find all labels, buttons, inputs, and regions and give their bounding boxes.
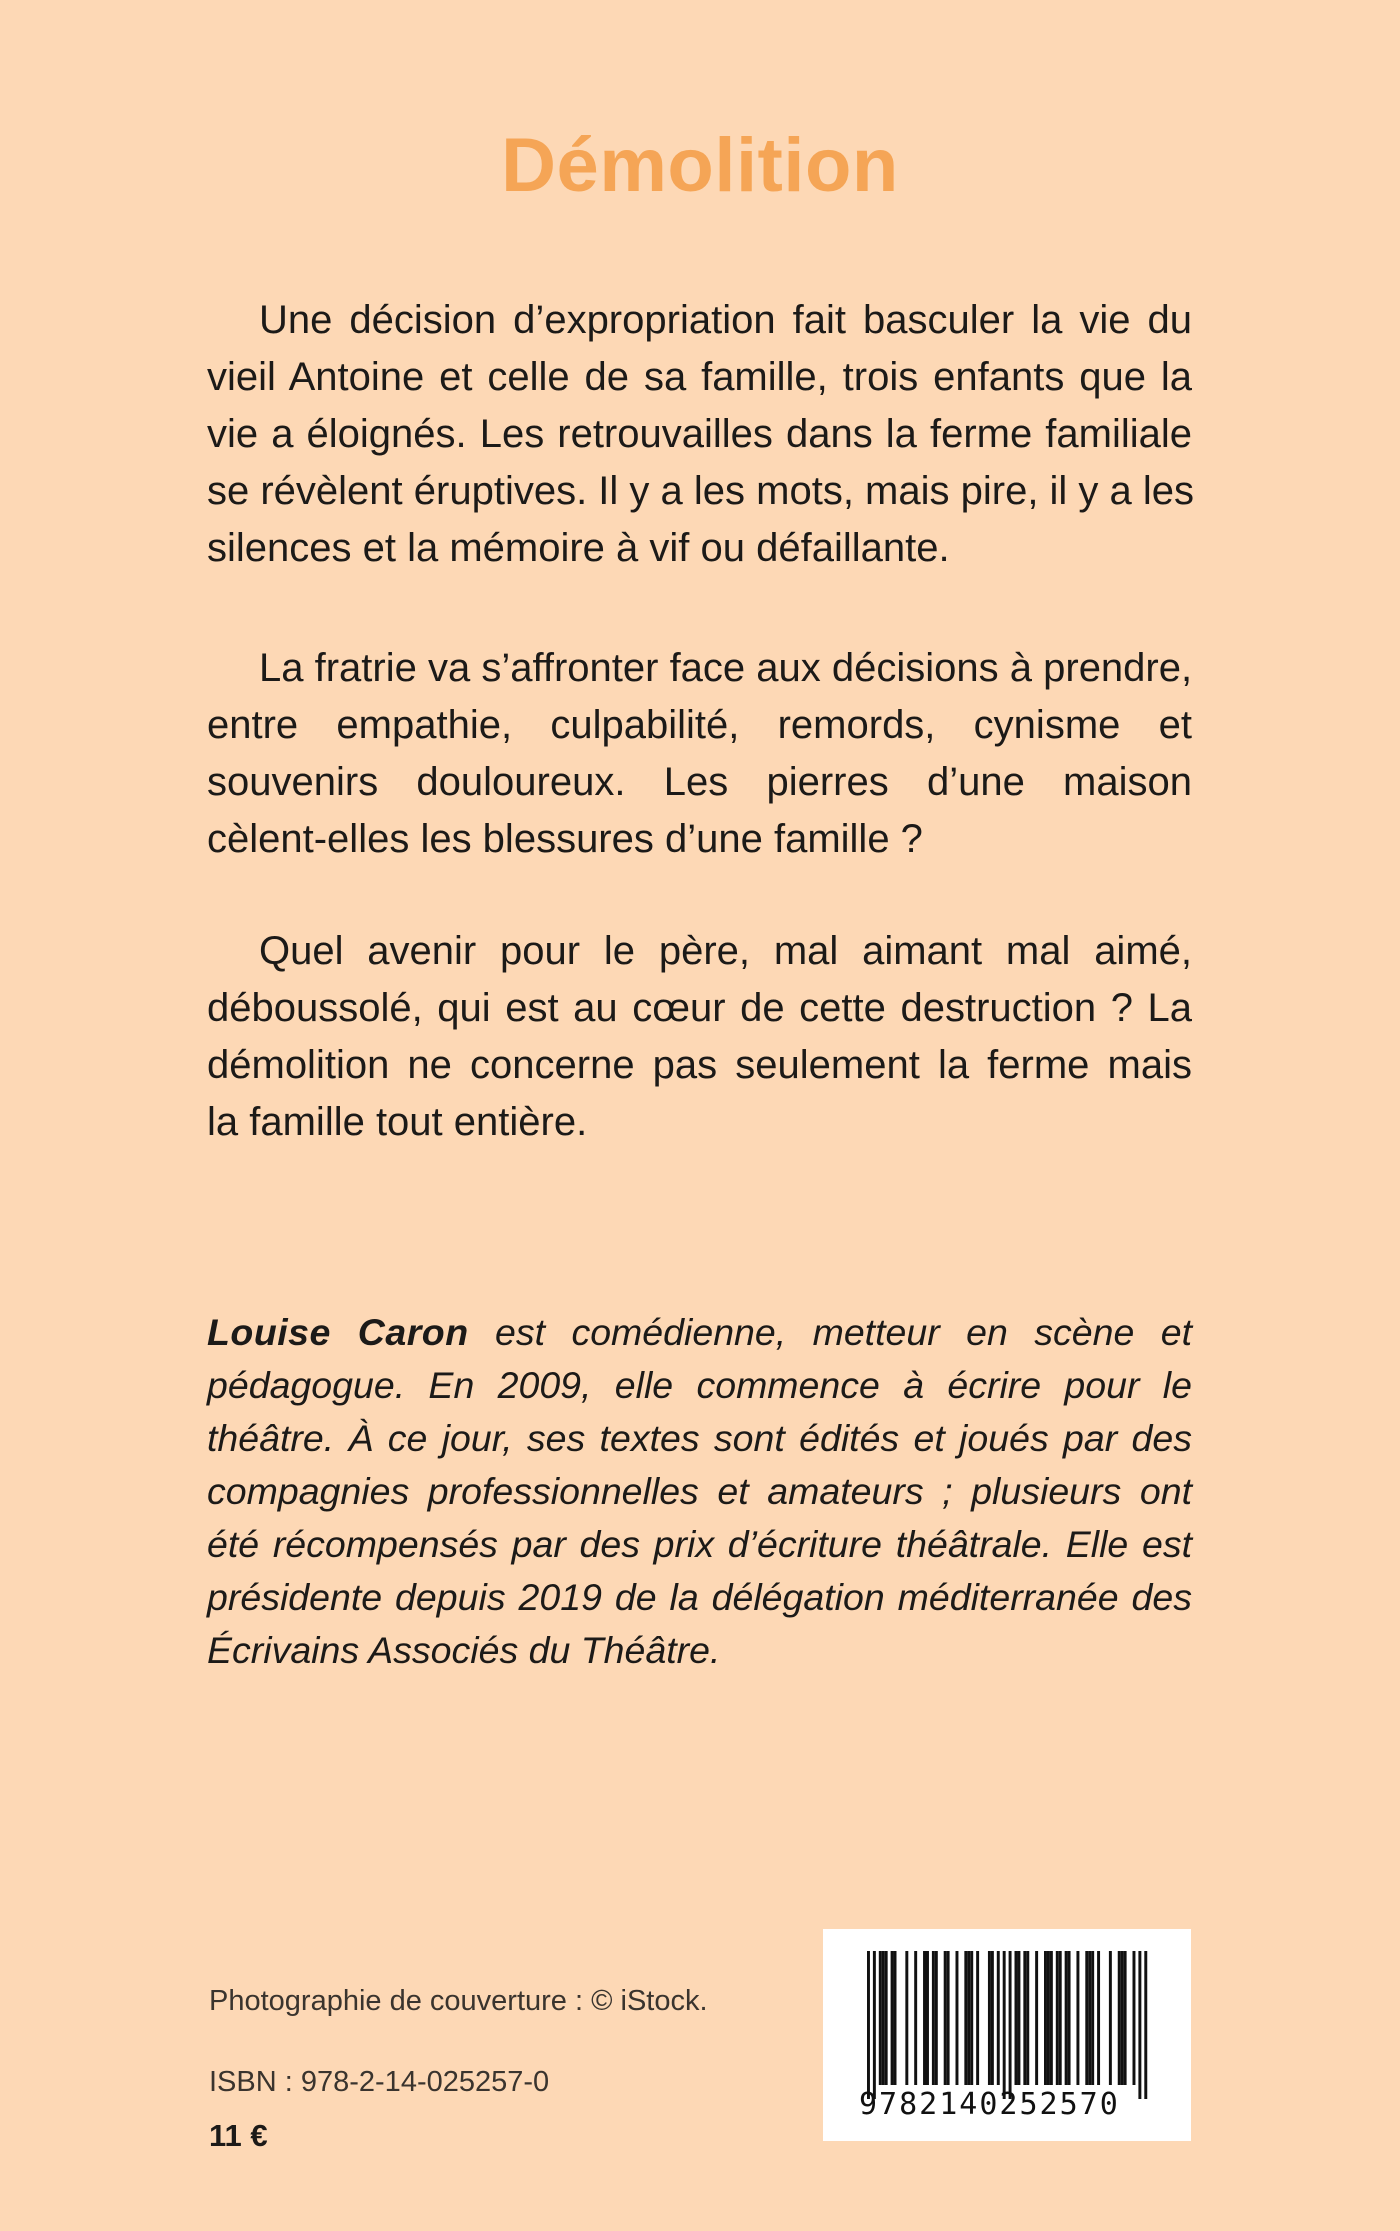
summary-line: cèlent-elles les blessures d’une famille ? bbox=[207, 817, 923, 861]
summary-line: souvenirs douloureux. Les pierres d’une maison bbox=[207, 760, 1192, 804]
barcode-bar bbox=[1017, 1951, 1020, 2085]
summary-line: vie a éloignés. Les retrouvailles dans la ferme familiale bbox=[207, 412, 1192, 456]
barcode-bar bbox=[891, 1951, 894, 2085]
barcode-bar bbox=[1015, 1951, 1018, 2085]
summary-line: La fratrie va s’affronter face aux décisions à prendre, bbox=[259, 646, 1193, 690]
barcode-bar bbox=[1003, 1951, 1006, 2099]
barcode-bar bbox=[970, 1951, 973, 2085]
barcode-bar bbox=[923, 1951, 926, 2085]
barcode-bar bbox=[1044, 1951, 1047, 2085]
author-bio bbox=[207, 1306, 1192, 1677]
barcode-bar bbox=[894, 1951, 897, 2085]
barcode-bar bbox=[1138, 1951, 1141, 2099]
photo-credit: Photographie de couverture : © iStock. bbox=[209, 1985, 708, 2017]
summary-line: silences et la mémoire à vif ou défaillante. bbox=[207, 526, 950, 570]
summary-line: se révèlent éruptives. Il y a les mots, mais pire, il y a les bbox=[207, 469, 1195, 513]
barcode-bar bbox=[914, 1951, 917, 2085]
barcode-bar bbox=[882, 1951, 885, 2085]
barcode-bar bbox=[1065, 1951, 1068, 2085]
barcode-bar bbox=[1088, 1951, 1091, 2085]
barcode-bar bbox=[967, 1951, 970, 2085]
barcode bbox=[823, 1929, 1191, 2141]
barcode-bar bbox=[988, 1951, 991, 2085]
barcode-bar bbox=[885, 1951, 888, 2085]
barcode-bar bbox=[1047, 1951, 1050, 2085]
barcode-bar bbox=[1059, 1951, 1062, 2085]
barcode-bar bbox=[1076, 1951, 1079, 2085]
summary-line: entre empathie, culpabilité, remords, cynisme et bbox=[207, 703, 1192, 747]
barcode-bar bbox=[1097, 1951, 1100, 2085]
barcode-bar bbox=[991, 1951, 994, 2085]
summary-paragraph-2 bbox=[207, 640, 1192, 868]
book-title: Démolition bbox=[501, 123, 899, 208]
barcode-bar bbox=[976, 1951, 979, 2085]
author-bio-line: Écrivains Associés du Théâtre. bbox=[207, 1629, 721, 1671]
barcode-bar bbox=[932, 1951, 935, 2085]
barcode-bar bbox=[926, 1951, 929, 2085]
summary-line: la famille tout entière. bbox=[207, 1100, 588, 1144]
barcode-bar bbox=[1118, 1951, 1121, 2085]
isbn: ISBN : 978-2-14-025257-0 bbox=[209, 2066, 550, 2098]
summary-line: vieil Antoine et celle de sa famille, trois enfants que la bbox=[207, 355, 1192, 399]
barcode-digits: 9782140252570 bbox=[859, 2087, 1120, 2122]
price: 11 € bbox=[209, 2118, 268, 2153]
barcode-bar bbox=[1109, 1951, 1112, 2085]
barcode-bar bbox=[1133, 1951, 1136, 2085]
author-bio-line: été récompensés par des prix d’écriture théâtrale. Elle est bbox=[207, 1523, 1192, 1565]
author-bio-line bbox=[207, 1306, 1192, 1359]
author-bio-text: est comédienne, metteur en scène et bbox=[468, 1311, 1192, 1353]
author-bio-line: présidente depuis 2019 de la délégation méditerranée des bbox=[207, 1576, 1192, 1618]
barcode-bar bbox=[997, 1951, 1000, 2085]
barcode-bar bbox=[873, 1951, 876, 2099]
summary-line: Quel avenir pour le père, mal aimant mal aimé, bbox=[259, 929, 1192, 973]
barcode-bar bbox=[1068, 1951, 1071, 2085]
author-bio-line: pédagogue. En 2009, elle commence à écrire pour le bbox=[207, 1364, 1192, 1406]
barcode-bar bbox=[1085, 1951, 1088, 2085]
barcode-bar bbox=[867, 1951, 870, 2099]
barcode-bar bbox=[1124, 1951, 1127, 2085]
barcode-bar bbox=[1050, 1951, 1053, 2085]
barcode-bar bbox=[1091, 1951, 1094, 2085]
summary-line: démolition ne concerne pas seulement la ferme mais bbox=[207, 1043, 1192, 1087]
barcode-bar bbox=[944, 1951, 947, 2085]
barcode-bar bbox=[935, 1951, 938, 2085]
summary-paragraph-3 bbox=[207, 923, 1192, 1151]
author-bio-line: compagnies professionnelles et amateurs ; plusieurs ont bbox=[207, 1470, 1192, 1512]
barcode-bar bbox=[1026, 1951, 1029, 2085]
summary-paragraph-1 bbox=[207, 292, 1195, 577]
summary-line: déboussolé, qui est au cœur de cette destruction ? La bbox=[207, 986, 1192, 1030]
barcode-bar bbox=[1035, 1951, 1038, 2085]
author-name: Louise Caron bbox=[207, 1311, 469, 1353]
barcode-bar bbox=[956, 1951, 959, 2085]
barcode-bar bbox=[947, 1951, 950, 2085]
summary-line: Une décision d’expropriation fait basculer la vie du bbox=[259, 298, 1192, 342]
barcode-bar bbox=[1121, 1951, 1124, 2085]
barcode-bar bbox=[1056, 1951, 1059, 2085]
barcode-bar bbox=[1144, 1951, 1147, 2099]
barcode-bar bbox=[964, 1951, 967, 2085]
barcode-bar bbox=[879, 1951, 882, 2085]
barcode-bar bbox=[1009, 1951, 1012, 2099]
author-bio-line: théâtre. À ce jour, ses textes sont édités et joués par des bbox=[207, 1417, 1192, 1459]
barcode-bar bbox=[1023, 1951, 1026, 2085]
barcode-bar bbox=[905, 1951, 908, 2085]
